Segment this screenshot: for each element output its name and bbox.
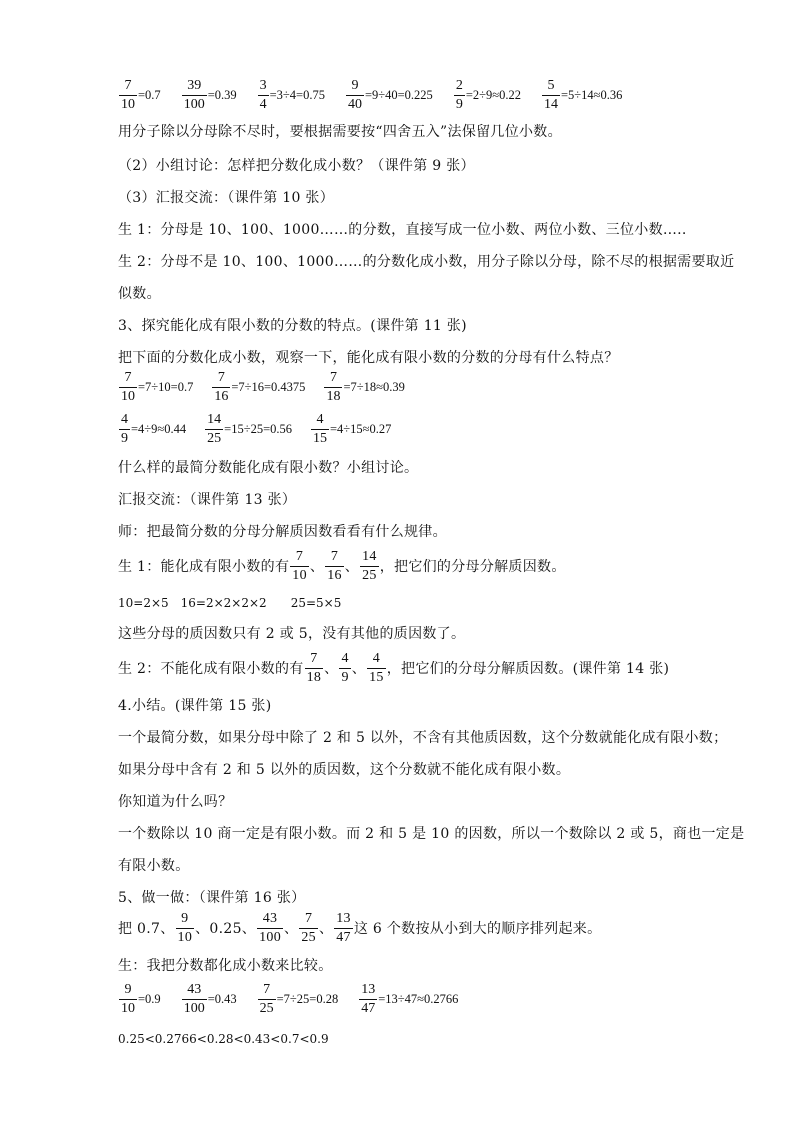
equation-result: =4÷15≈0.27 (330, 421, 392, 436)
sentence-prefix: 生 2：不能化成有限小数的有 (118, 661, 304, 677)
denominator: 100 (183, 1000, 205, 1016)
denominator: 100 (183, 96, 205, 112)
fraction (360, 550, 379, 583)
fraction (311, 413, 329, 446)
equation-result: =13÷47≈0.2766 (378, 991, 459, 1006)
separator: 、 (309, 559, 325, 575)
denominator: 25 (362, 567, 377, 583)
fraction-equation (541, 79, 622, 112)
equation-result: =0.7 (138, 87, 161, 102)
explanation-line-2: 有限小数。 (118, 858, 190, 874)
denominator: 10 (121, 388, 135, 404)
fraction (359, 983, 377, 1016)
numerator: 13 (361, 981, 376, 997)
numerator: 39 (187, 77, 202, 93)
denominator: 16 (214, 388, 229, 404)
fraction-equation (204, 413, 292, 446)
paragraph-teacher: 师：把最简分数的分母分解质因数看看有什么规律。 (118, 524, 447, 540)
denominator: 10 (121, 96, 135, 112)
paragraph-question: 什么样的最简分数能化成有限小数？小组讨论。 (118, 460, 419, 476)
numerator: 4 (341, 650, 349, 666)
denominator: 18 (306, 669, 322, 685)
fraction-equation (257, 79, 325, 112)
sentence-prefix: 把 0.7、 (118, 921, 175, 937)
separator: 、 (318, 921, 334, 937)
equation-result: =3÷4=0.75 (269, 87, 325, 102)
paragraph-student-1-fractions (118, 546, 566, 586)
separator: 、 (344, 559, 360, 575)
paragraph-student-2-fractions (118, 648, 669, 688)
fraction (454, 79, 465, 112)
paragraph-only-2-or-5: 这些分母的质因数只有 2 或 5，没有其他的质因数了。 (118, 626, 466, 642)
numerator: 4 (316, 411, 324, 427)
denominator: 25 (207, 430, 222, 446)
denominator: 10 (292, 567, 307, 583)
numerator: 4 (372, 650, 381, 666)
fraction (299, 912, 318, 945)
separator: 、 (351, 661, 367, 677)
fraction (290, 550, 309, 583)
fraction (339, 652, 350, 685)
denominator: 47 (336, 929, 351, 945)
fraction-row-1 (118, 74, 642, 116)
equation-result: =0.39 (207, 87, 237, 102)
denominator: 10 (177, 929, 193, 945)
fraction-equation (358, 983, 458, 1016)
denominator: 18 (326, 388, 341, 404)
paragraph-report-13: 汇报交流：（课件第 13 张） (118, 492, 297, 508)
fraction (119, 983, 137, 1016)
fraction (346, 79, 364, 112)
fraction (258, 79, 269, 112)
paragraph-student-2a: 生 2：分母不是 10、100、1000……的分数化成小数，用分子除以分母，除不尽的根据需要取近 (118, 254, 735, 270)
fraction (119, 371, 137, 404)
section-4-heading: 4.小结。(课件第 15 张) (118, 698, 272, 714)
fraction-equation (181, 79, 237, 112)
fraction-row-3 (118, 408, 409, 450)
numerator: 9 (181, 910, 189, 926)
fraction-equation (118, 983, 161, 1016)
explanation-line-1: 一个数除以 10 商一定是有限小数。而 2 和 5 是 10 的因数，所以一个数除以 2 或 5，商也一定是 (118, 826, 745, 842)
fraction (334, 912, 353, 945)
fraction-equation (310, 413, 391, 446)
section-5-heading: 5、做一做：（课件第 16 张） (118, 890, 306, 906)
paragraph-student-2b: 似数。 (118, 286, 161, 302)
sentence-suffix: 这 6 个数按从小到大的顺序排列起来。 (353, 921, 602, 937)
denominator: 9 (341, 669, 349, 685)
fraction (176, 912, 195, 945)
fraction (182, 79, 207, 112)
sentence-prefix: 生 1：能化成有限小数的有 (118, 559, 290, 575)
denominator: 10 (121, 1000, 135, 1016)
paragraph-why: 你知道为什么吗？ (118, 794, 233, 810)
numerator: 7 (263, 981, 271, 997)
denominator: 25 (301, 929, 316, 945)
fraction (367, 652, 386, 685)
paragraph-report: （3）汇报交流：（课件第 10 张） (118, 190, 335, 206)
fraction-equation (118, 371, 193, 404)
numerator: 13 (336, 910, 351, 926)
denominator: 14 (543, 96, 558, 112)
numerator: 7 (124, 369, 132, 385)
fraction-equation (211, 371, 305, 404)
fraction-row-4 (118, 978, 478, 1020)
equation-result: =7÷10=0.7 (138, 379, 194, 394)
equation-result: =5÷14≈0.36 (560, 87, 623, 102)
numerator: 7 (329, 369, 337, 385)
numerator: 43 (187, 981, 202, 997)
fraction (305, 652, 324, 685)
paragraph-student-compare: 生：我把分数都化成小数来比较。 (118, 958, 333, 974)
factorization-10: 10=2×5 (118, 596, 169, 610)
separator: 、 (284, 921, 299, 937)
numerator: 7 (295, 548, 304, 564)
fraction-equation (118, 79, 161, 112)
paragraph-observe: 把下面的分数化成小数，观察一下，能化成有限小数的分数的分母有什么特点？ (118, 350, 619, 366)
fraction (257, 912, 283, 945)
denominator: 9 (455, 96, 463, 112)
fraction-equation (453, 79, 521, 112)
fraction (119, 413, 130, 446)
fraction (542, 79, 560, 112)
denominator: 15 (313, 430, 327, 446)
fraction (258, 983, 276, 1016)
sentence-suffix: ，把它们的分母分解质因数。(课件第 14 张) (386, 661, 670, 677)
denominator: 40 (347, 96, 362, 112)
factorization-25: 25=5×5 (290, 596, 342, 610)
fraction-equation (323, 371, 404, 404)
summary-line-2: 如果分母中含有 2 和 5 以外的质因数，这个分数就不能化成有限小数。 (118, 762, 571, 778)
equation-result: =7÷16=0.4375 (231, 379, 306, 394)
numerator: 3 (259, 77, 267, 93)
numerator: 4 (121, 411, 128, 427)
fraction-equation (345, 79, 433, 112)
paragraph-group-discussion: （2）小组讨论：怎样把分数化成小数？（课件第 9 张） (118, 158, 475, 174)
equation-result: =0.9 (138, 991, 161, 1006)
denominator: 4 (259, 96, 267, 112)
numerator: 5 (547, 77, 555, 93)
fraction-equation (118, 413, 186, 446)
numerator: 7 (310, 650, 318, 666)
fraction (182, 983, 207, 1016)
fraction (324, 371, 342, 404)
separator: 、0.25、 (195, 921, 257, 937)
fraction-equation (257, 983, 339, 1016)
denominator: 25 (259, 1000, 274, 1016)
denominator: 9 (121, 430, 128, 446)
equation-result: =7÷18≈0.39 (343, 379, 405, 394)
equation-result: =9÷40=0.225 (364, 87, 433, 102)
fraction (212, 371, 230, 404)
factorization-row (118, 590, 341, 616)
numerator: 9 (351, 77, 359, 93)
paragraph-rounding: 用分子除以分母除不尽时，要根据需要按“四舍五入”法保留几位小数。 (118, 124, 562, 140)
numerator: 7 (330, 548, 339, 564)
numerator: 14 (207, 411, 222, 427)
numerator: 9 (124, 981, 132, 997)
numerator: 43 (262, 910, 278, 926)
section-3-heading: 3、探究能化成有限小数的分数的特点。(课件第 11 张) (118, 318, 467, 334)
numerator: 14 (362, 548, 377, 564)
fraction (119, 79, 137, 112)
fraction-equation (181, 983, 237, 1016)
summary-line-1: 一个最简分数，如果分母中除了 2 和 5 以外，不含有其他质因数，这个分数就能化成有限小数； (118, 730, 728, 746)
paragraph-order-task (118, 908, 601, 948)
equation-result: =4÷9≈0.44 (131, 421, 187, 436)
fraction-row-2 (118, 366, 423, 408)
sentence-suffix: ，把它们的分母分解质因数。 (379, 559, 566, 575)
numerator: 2 (455, 77, 463, 93)
denominator: 47 (361, 1000, 376, 1016)
numerator: 7 (124, 77, 132, 93)
denominator: 16 (327, 567, 342, 583)
numerator: 7 (304, 910, 313, 926)
factorization-16: 16=2×2×2×2 (180, 596, 267, 610)
paragraph-student-1: 生 1：分母是 10、100、1000……的分数，直接写成一位小数、两位小数、三位小数….. (118, 222, 687, 238)
denominator: 15 (369, 669, 384, 685)
equation-result: =0.43 (207, 991, 237, 1006)
equation-result: =15÷25=0.56 (224, 421, 292, 436)
numerator: 7 (217, 369, 225, 385)
equation-result: =2÷9≈0.22 (465, 87, 521, 102)
denominator: 100 (259, 929, 282, 945)
separator: 、 (324, 661, 339, 677)
equation-result: =7÷25=0.28 (276, 991, 339, 1006)
fraction (205, 413, 223, 446)
ordering-result: 0.25<0.2766<0.28<0.43<0.7<0.9 (118, 1032, 329, 1046)
fraction (325, 550, 344, 583)
